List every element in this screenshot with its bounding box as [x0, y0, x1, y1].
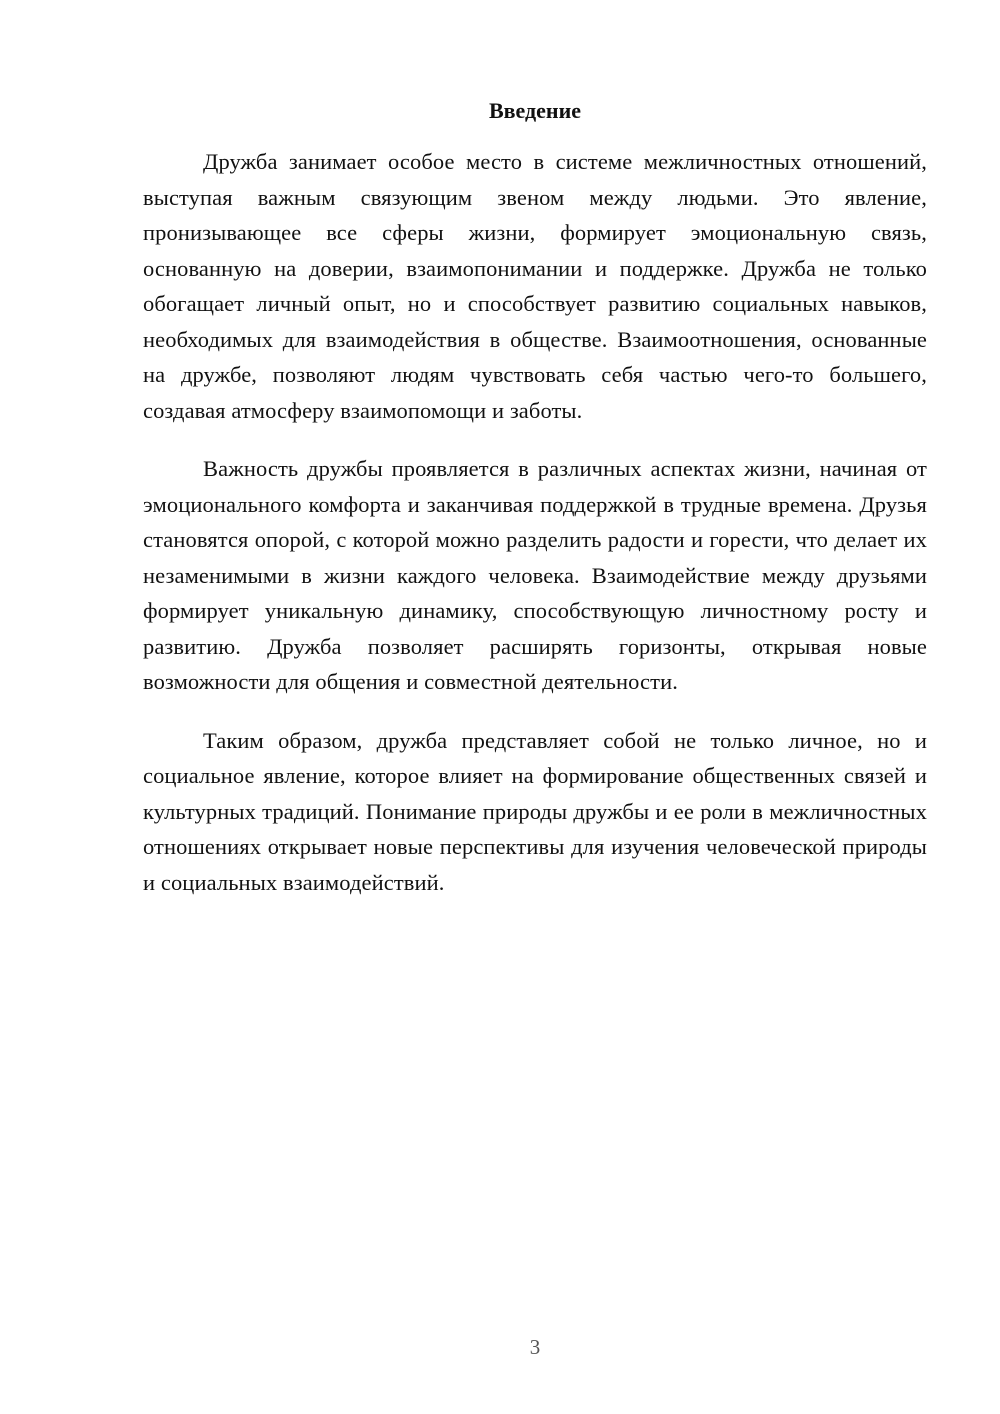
paragraph-2: Важность дружбы проявляется в различных аспектах жизни, начиная от эмоционального комфорта и заканчивая поддержкой в трудные времена. Друзья становятся опорой, с которой можно разделить радости и горести, что делает их незаменимыми в жизни каждого человека. Взаимодействие между друзьями формирует уникальную динамику, способствующую личностному росту и развитию. Дружба позволяет расширять горизонты, открывая новые возможности для общения и совместной деятельности. — [143, 456, 927, 694]
section-heading: Введение — [488, 98, 582, 123]
page-number: 3 — [529, 1335, 541, 1359]
page-content — [143, 95, 927, 923]
paragraph-1: Дружба занимает особое место в системе межличностных отношений, выступая важным связующим звеном между людьми. Это явление, пронизывающее все сферы жизни, формирует эмоциональную связь, основанную на доверии, взаимопонимании и поддержке. Дружба не только обогащает личный опыт, но и способствует развитию социальных навыков, необходимых для взаимодействия в обществе. Взаимоотношения, основанные на дружбе, позволяют людям чувствовать себя частью чего-то большего, создавая атмосферу взаимопомощи и заботы. — [143, 149, 927, 423]
paragraph-3: Таким образом, дружба представляет собой не только личное, но и социальное явление, которое влияет на формирование общественных связей и культурных традиций. Понимание природы дружбы и ее роли в межличностных отношениях открывает новые перспективы для изучения человеческой природы и социальных взаимодействий. — [143, 727, 927, 895]
